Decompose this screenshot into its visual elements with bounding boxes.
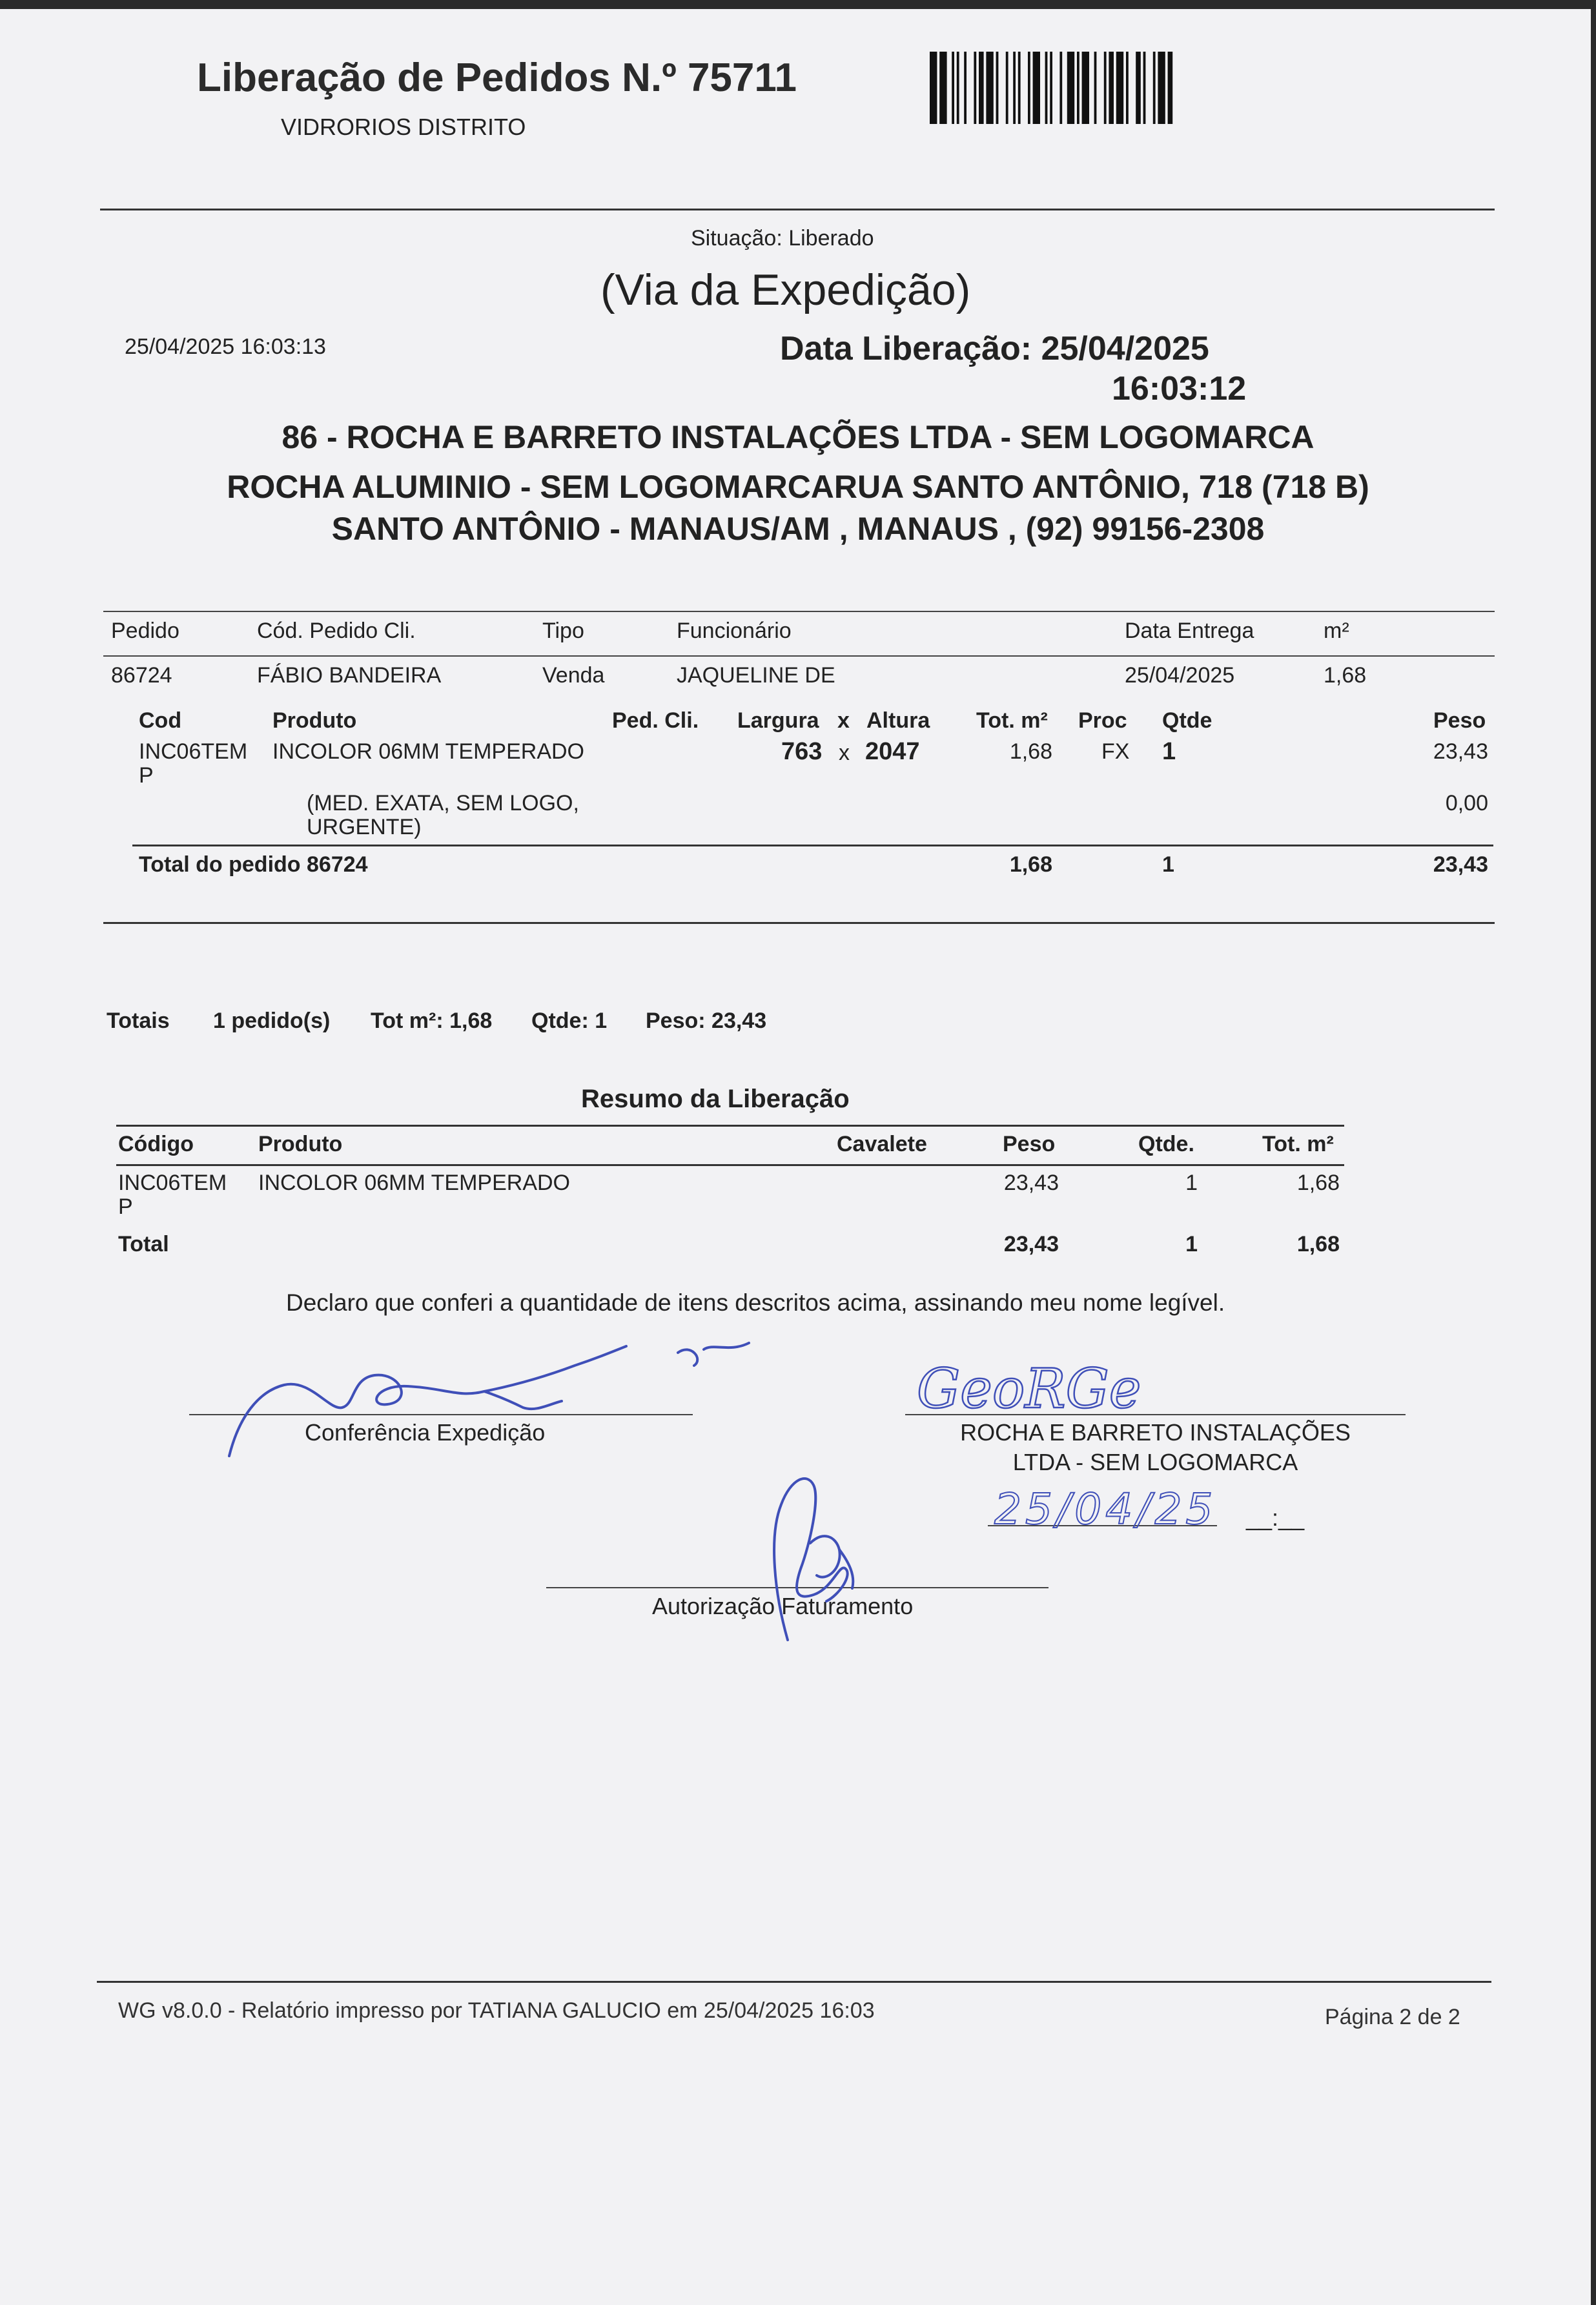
- items-col-peso: Peso: [1433, 708, 1486, 733]
- barcode-bar: [1018, 52, 1021, 124]
- situacao-label: Situação: Liberado: [691, 226, 874, 251]
- items-col-x: x: [837, 708, 850, 733]
- time-blank: __:__: [1246, 1504, 1305, 1531]
- item-proc: FX: [1101, 739, 1130, 764]
- totals-m2: Tot m²: 1,68: [371, 1009, 493, 1033]
- barcode-bar: [1153, 52, 1156, 124]
- order-pedido: 86724: [111, 663, 172, 688]
- barcode-bar: [1077, 52, 1079, 124]
- barcode-bar: [1033, 52, 1040, 124]
- scan-edge-right: [1591, 0, 1596, 2305]
- col-pedido: Pedido: [111, 619, 179, 643]
- totals-pedidos: 1 pedido(s): [213, 1009, 331, 1033]
- barcode-bar: [1013, 52, 1016, 124]
- col-tipo: Tipo: [542, 619, 584, 643]
- summary-col-cavalete: Cavalete: [837, 1132, 927, 1156]
- order-cod-pedido-cli: FÁBIO BANDEIRA: [257, 663, 442, 688]
- barcode-bar: [1158, 52, 1165, 124]
- order-m2: 1,68: [1324, 663, 1367, 688]
- order-total-qtde: 1: [1162, 852, 1174, 877]
- order-funcionario: JAQUELINE DE: [677, 663, 835, 688]
- summary-total-m2: 1,68: [1296, 1232, 1340, 1256]
- totals-qtde: Qtde: 1: [531, 1009, 608, 1033]
- items-col-largura: Largura: [737, 708, 819, 733]
- item-produto: INCOLOR 06MM TEMPERADO: [272, 739, 585, 764]
- barcode: [930, 52, 1175, 124]
- footer-page: Página 2 de 2: [1325, 2005, 1460, 2029]
- summary-col-codigo: Código: [118, 1132, 194, 1156]
- barcode-bar: [1126, 52, 1129, 124]
- barcode-bar: [1067, 52, 1074, 124]
- summary-total-peso: 23,43: [1003, 1232, 1059, 1256]
- barcode-bar: [996, 52, 999, 124]
- handwritten-signature-client: [910, 1346, 1246, 1420]
- divider: [116, 1125, 1344, 1127]
- barcode-bar: [1168, 52, 1173, 124]
- summary-col-produto: Produto: [258, 1132, 343, 1156]
- summary-produto: INCOLOR 06MM TEMPERADO: [258, 1171, 571, 1195]
- item-x: x: [839, 741, 850, 765]
- divider: [103, 655, 1495, 657]
- barcode-bar: [1028, 52, 1030, 124]
- conferencia-label: Conferência Expedição: [305, 1419, 546, 1446]
- divider: [97, 1981, 1491, 1983]
- barcode-bar: [952, 52, 954, 124]
- col-funcionario: Funcionário: [677, 619, 792, 643]
- item-peso: 23,43: [1433, 739, 1488, 764]
- barcode-bar: [1116, 52, 1123, 124]
- col-m2: m²: [1324, 619, 1349, 643]
- col-data-entrega: Data Entrega: [1125, 619, 1254, 643]
- items-col-qtde: Qtde: [1162, 708, 1212, 733]
- order-total-m2: 1,68: [1009, 852, 1052, 877]
- item-qtde: 1: [1162, 738, 1176, 765]
- barcode-bar: [1045, 52, 1048, 124]
- summary-col-tot-m2: Tot. m²: [1262, 1132, 1334, 1156]
- order-total-label: Total do pedido 86724: [139, 852, 368, 877]
- divider: [100, 209, 1495, 210]
- barcode-bar: [1059, 52, 1062, 124]
- divider: [132, 845, 1493, 846]
- barcode-bar: [974, 52, 976, 124]
- item-altura: 2047: [865, 738, 920, 765]
- client-sign-name: ROCHA E BARRETO INSTALAÇÕES: [960, 1419, 1351, 1446]
- item-cod: INC06TEM: [139, 739, 248, 764]
- barcode-bar: [1050, 52, 1052, 124]
- divider: [116, 1164, 1344, 1166]
- handwritten-date-text: 25/04/25: [994, 1484, 1217, 1534]
- summary-total-label: Total: [118, 1232, 169, 1256]
- summary-col-qtde: Qtde.: [1138, 1132, 1194, 1156]
- summary-col-peso: Peso: [1003, 1132, 1056, 1156]
- items-col-ped-cli: Ped. Cli.: [612, 708, 699, 733]
- barcode-bar: [939, 52, 946, 124]
- summary-codigo-cont: P: [118, 1194, 133, 1219]
- footer-printed-by: WG v8.0.0 - Relatório impresso por TATIANA GALUCIO em 25/04/2025 16:03: [118, 1998, 875, 2023]
- declaration-text: Declaro que conferi a quantidade de itens descritos acima, assinando meu nome legível.: [286, 1289, 1225, 1316]
- item-obs: (MED. EXATA, SEM LOGO,: [307, 791, 579, 815]
- barcode-bar: [964, 52, 967, 124]
- handwritten-date: [988, 1479, 1233, 1537]
- handwritten-name: GeoRGe: [917, 1357, 1141, 1420]
- via-label: (Via da Expedição): [600, 265, 971, 314]
- barcode-bar: [986, 52, 993, 124]
- company-name: VIDRORIOS DISTRITO: [281, 114, 526, 140]
- barcode-bar: [930, 52, 937, 124]
- item-obs-peso: 0,00: [1445, 791, 1488, 815]
- barcode-bar: [1109, 52, 1114, 124]
- items-col-tot-m2: Tot. m²: [976, 708, 1048, 733]
- totals-label: Totais: [107, 1009, 170, 1033]
- items-col-altura: Altura: [866, 708, 930, 733]
- item-obs-cont: URGENTE): [307, 815, 422, 839]
- item-largura: 763: [781, 738, 823, 765]
- barcode-bar: [1094, 52, 1097, 124]
- client-name: 86 - ROCHA E BARRETO INSTALAÇÕES LTDA - SEM LOGOMARCA: [281, 419, 1315, 455]
- col-cod-pedido-cli: Cód. Pedido Cli.: [257, 619, 416, 643]
- summary-title: Resumo da Liberação: [581, 1085, 850, 1113]
- items-col-proc: Proc: [1078, 708, 1127, 733]
- data-liberacao: Data Liberação: 25/04/2025: [780, 330, 1209, 367]
- divider: [103, 611, 1495, 612]
- printed-datetime: 25/04/2025 16:03:13: [125, 334, 326, 359]
- document-title: Liberação de Pedidos N.º 75711: [197, 56, 797, 100]
- barcode-bar: [979, 52, 984, 124]
- barcode-bar: [1143, 52, 1146, 124]
- barcode-bar: [1006, 52, 1008, 124]
- totals-peso: Peso: 23,43: [646, 1009, 767, 1033]
- autorizacao-label: Autorização Faturamento: [652, 1593, 914, 1619]
- summary-tot-m2: 1,68: [1296, 1171, 1340, 1195]
- client-sign-name-cont: LTDA - SEM LOGOMARCA: [1012, 1449, 1298, 1475]
- item-cod-cont: P: [139, 763, 154, 788]
- data-liberacao-time: 16:03:12: [1112, 370, 1247, 407]
- summary-peso: 23,43: [1003, 1171, 1059, 1195]
- barcode-bar: [1104, 52, 1107, 124]
- client-city: SANTO ANTÔNIO - MANAUS/AM , MANAUS , (92) 99156-2308: [331, 511, 1265, 547]
- handwritten-signature-autorizacao: [749, 1466, 865, 1646]
- divider: [103, 922, 1495, 924]
- barcode-bar: [1136, 52, 1141, 124]
- items-col-cod: Cod: [139, 708, 182, 733]
- handwritten-signature-conferencia: [213, 1340, 768, 1462]
- order-total-peso: 23,43: [1433, 852, 1488, 877]
- client-address: ROCHA ALUMINIO - SEM LOGOMARCARUA SANTO ANTÔNIO, 718 (718 B): [227, 469, 1369, 505]
- order-data-entrega: 25/04/2025: [1125, 663, 1235, 688]
- order-tipo: Venda: [542, 663, 605, 688]
- summary-qtde: 1: [1185, 1171, 1198, 1195]
- items-col-produto: Produto: [272, 708, 357, 733]
- item-tot-m2: 1,68: [1009, 739, 1052, 764]
- barcode-bar: [957, 52, 959, 124]
- summary-total-qtde: 1: [1185, 1232, 1198, 1256]
- summary-codigo: INC06TEM: [118, 1171, 227, 1195]
- barcode-bar: [1082, 52, 1089, 124]
- scan-edge-top: [0, 0, 1596, 9]
